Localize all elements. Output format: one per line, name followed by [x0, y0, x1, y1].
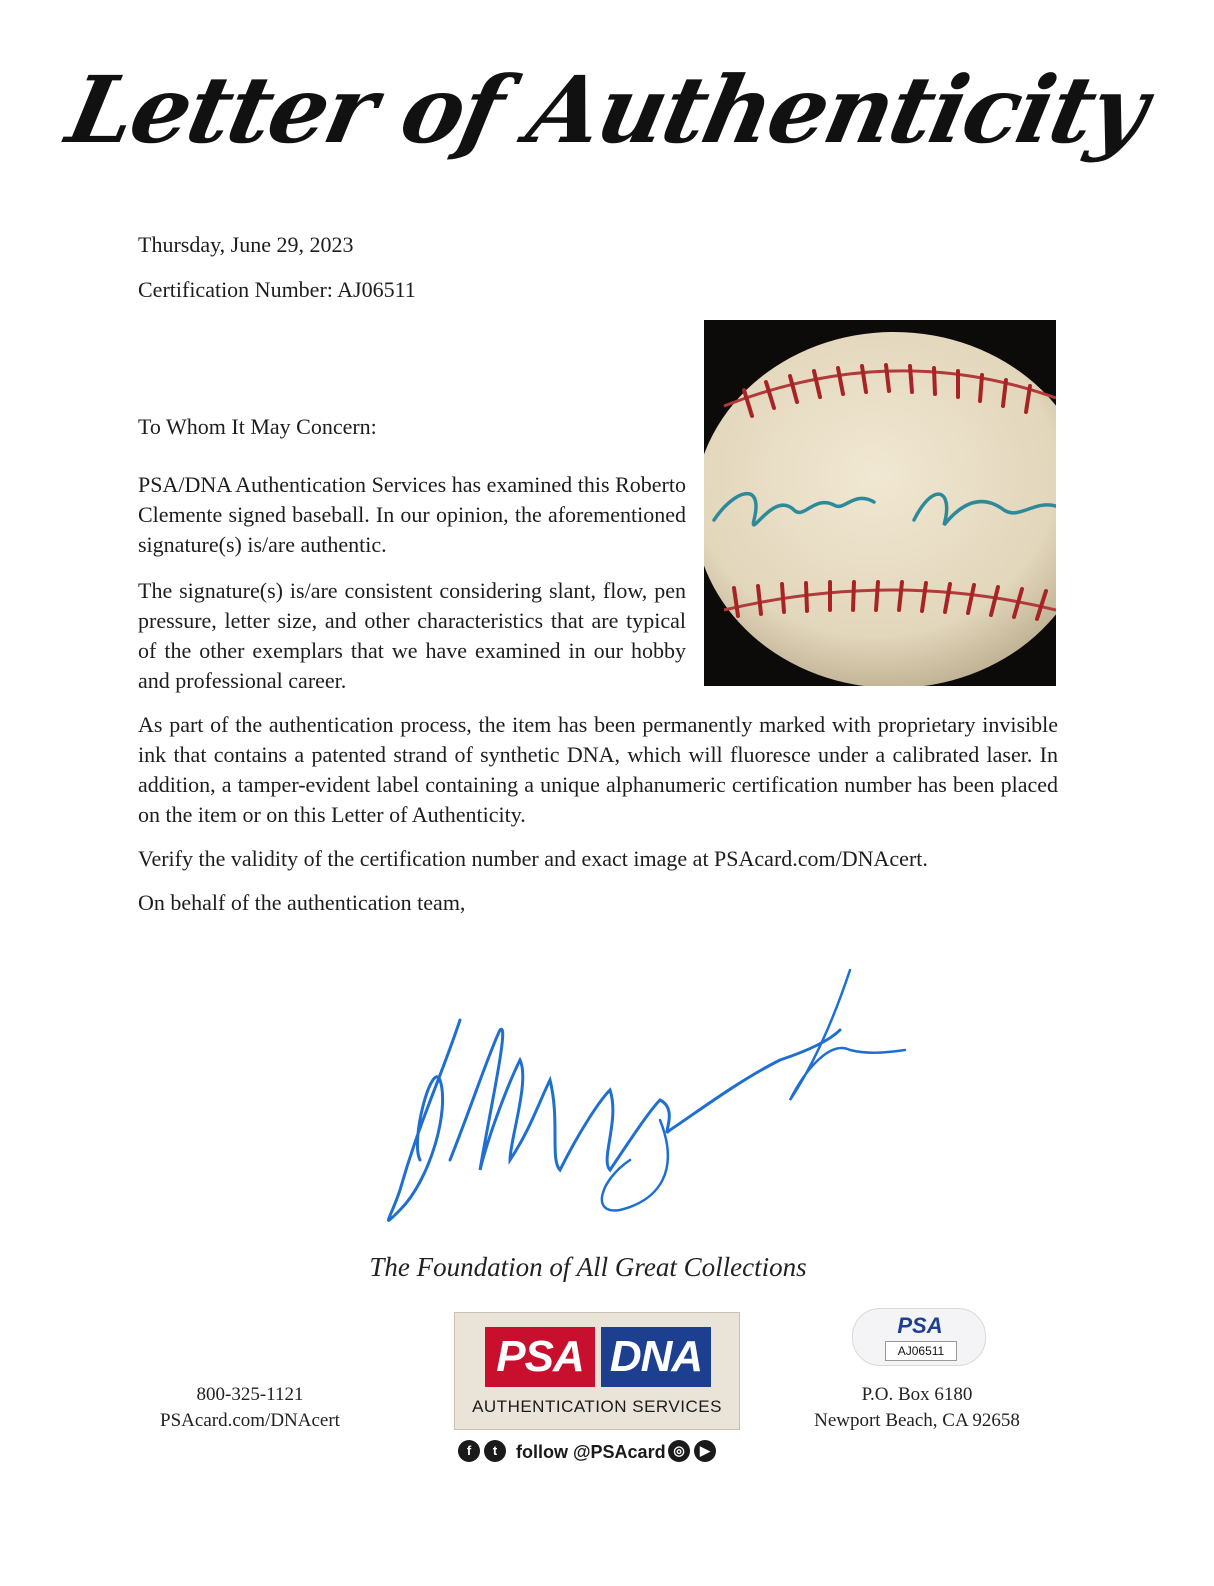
twitter-icon: t [484, 1440, 506, 1462]
paragraph-consistency: The signature(s) is/are consistent considering slant, flow, pen pressure, letter size, and other characteristics that are typical of the other exemplars that we have examined in our hobby and professional career. [138, 578, 686, 693]
salutation: To Whom It May Concern: [138, 414, 377, 439]
city-state-zip: Newport Beach, CA 92658 [814, 1410, 1020, 1431]
label-number: AJ06511 [885, 1341, 957, 1361]
label-brand: PSA [897, 1313, 943, 1338]
youtube-icon: ▶ [694, 1440, 716, 1462]
facebook-icon: f [458, 1440, 480, 1462]
company-tagline: The Foundation of All Great Collections [369, 1252, 807, 1282]
authenticator-signature [360, 960, 920, 1260]
po-box: P.O. Box 6180 [861, 1384, 973, 1405]
closing-line: On behalf of the authentication team, [138, 890, 466, 915]
website-link: PSAcard.com/DNAcert [160, 1410, 340, 1431]
paragraph-examination: PSA/DNA Authentication Services has examined this Roberto Clemente signed baseball. In our opinion, the aforementioned signature(s) is/are authentic. [138, 472, 686, 557]
verify-statement: Verify the validity of the certification number and exact image at PSAcard.com/DNAcert. [138, 846, 928, 871]
phone-number: 800-325-1121 [196, 1384, 304, 1405]
letter-date: Thursday, June 29, 2023 [138, 232, 354, 257]
instagram-icon: ◎ [668, 1440, 690, 1462]
social-follow [454, 1436, 738, 1468]
social-handle: follow @PSAcard [516, 1442, 666, 1462]
contact-info [150, 1382, 350, 1434]
certification-label [852, 1308, 986, 1366]
mailing-address [812, 1382, 1022, 1434]
logo-psa: PSA [485, 1327, 595, 1387]
logo-wordmark [485, 1327, 711, 1387]
logo-dna: DNA [601, 1327, 711, 1387]
baseball-image [704, 320, 1056, 686]
paragraph-process: As part of the authentication process, the item has been permanently marked with proprietary invisible ink that contains a patented strand of synthetic DNA, which will fluoresce under a calibrated laser. In addition, a tamper-evident label containing a unique alphanumeric certification number has been placed on the item or on this Letter of Authenticity. [138, 712, 1058, 827]
baseball-photo [704, 320, 1056, 686]
certification-number: Certification Number: AJ06511 [138, 277, 416, 302]
psa-dna-logo [454, 1312, 740, 1430]
logo-subtitle: AUTHENTICATION SERVICES [472, 1397, 722, 1416]
letter-title: Letter of Authenticity [58, 56, 1156, 164]
